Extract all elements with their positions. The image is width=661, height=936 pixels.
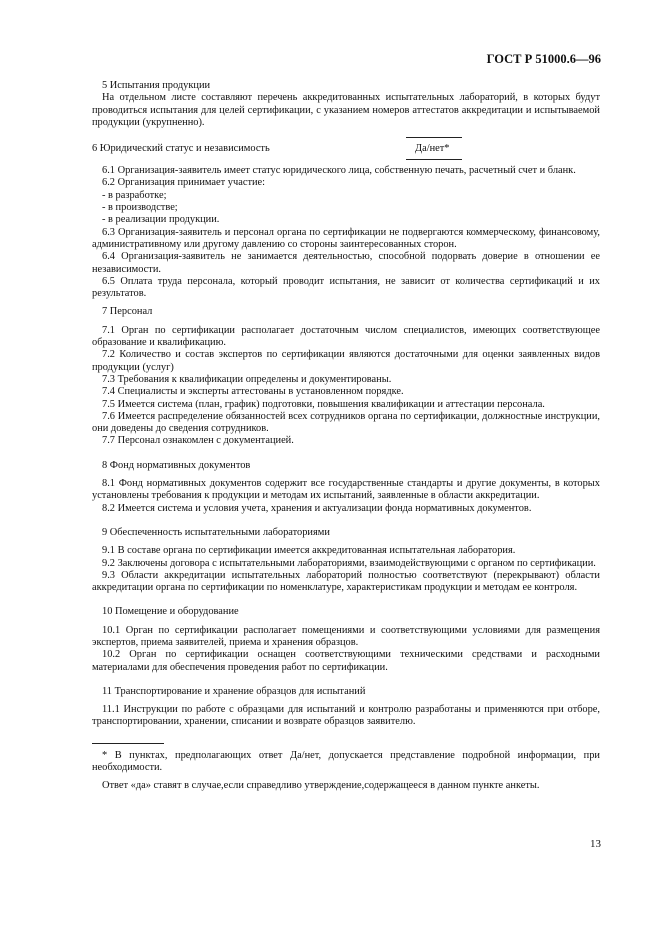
section-8 [92, 460, 600, 515]
paragraph: 7.3 Требования к квалификации определены и документированы. [102, 373, 392, 385]
list-item: - в реализации продукции. [102, 214, 220, 226]
paragraph: На отдельном листе составляют перечень аккредитованных испытательных лабораторий, в которых будут проводиться испытания для целей сертификации, с указанием номеров аттестатов аккредитации и испытываемой продукции (укрупненно). [92, 92, 600, 128]
footnote-rule [92, 743, 164, 744]
section-heading: 10 Помещение и оборудование [102, 606, 239, 618]
section-heading: 11 Транспортирование и хранение образцов для испытаний [102, 685, 366, 697]
section-9 [92, 527, 600, 594]
divider [406, 159, 462, 160]
paragraph: 6.4 Организация-заявитель не занимается деятельностью, способной подорвать доверие в отношении ее независимости. [92, 251, 600, 275]
section-heading: 6 Юридический статус и независимость [92, 143, 270, 155]
paragraph: 8.2 Имеется система и условия учета, хранения и актуализации фонда нормативных документов. [102, 502, 532, 514]
paragraph: 6.2 Организация принимает участие: [102, 177, 266, 189]
section-11 [92, 686, 600, 729]
paragraph: 10.1 Орган по сертификации располагает помещениями и соответствующими условиями для размещения экспертов, приема заявителей, приема и хранения образцов. [92, 624, 600, 648]
section-6 [92, 135, 600, 300]
footnote: Ответ «да» ставят в случае,если справедливо утверждение,содержащееся в данном пункте анкеты. [102, 780, 540, 792]
divider [406, 137, 462, 138]
paragraph: 7.4 Специалисты и эксперты аттестованы в установленном порядке. [102, 386, 404, 398]
paragraph: 11.1 Инструкции по работе с образцами для испытаний и контролю разработаны и применяются при отборе, транспортировании, хранении, списании и возврате образцов заявителю. [92, 704, 600, 728]
paragraph: 7.5 Имеется система (план, график) подготовки, повышения квалификации и аттестации персонала. [102, 398, 545, 410]
section-6-heading-row [92, 135, 600, 159]
paragraph: 7.7 Персонал ознакомлен с документацией. [102, 435, 294, 447]
paragraph: 6.1 Организация-заявитель имеет статус юридического лица, собственную печать, расчетный счет и бланк. [102, 165, 576, 177]
paragraph: 7.2 Количество и состав экспертов по сертификации являются достаточными для оценки заявленных видов продукции (услуг) [92, 349, 600, 373]
section-5 [92, 80, 600, 129]
document-header: ГОСТ Р 51000.6—96 [486, 52, 601, 66]
footnote: * В пунктах, предполагающих ответ Да/нет, допускается представление подробной информации, при необходимости. [92, 749, 600, 774]
section-heading: 5 Испытания продукции [102, 80, 211, 91]
paragraph: 9.3 Области аккредитации испытательных лабораторий полностью соответствуют (перекрывают) области аккредитации органа по сертификации по номенклатуре, характеристикам продукции и методам ее контроля. [92, 569, 600, 594]
paragraph: 6.5 Оплата труда персонала, который проводит испытания, не зависит от количества сертификаций и их результатов. [92, 275, 600, 300]
page-number: 13 [590, 838, 601, 850]
yes-no-label: Да/нет* [415, 143, 450, 155]
paragraph: 8.1 Фонд нормативных документов содержит все государственные стандарты и другие документы, в которых установлены требования к продукции и методам их испытаний, заявленные в области аккредитации. [92, 478, 600, 502]
section-10 [92, 606, 600, 673]
document-body [92, 80, 600, 793]
list-item: - в разработке; [102, 189, 167, 201]
paragraph: 9.2 Заключены договора с испытательными лабораториями, взаимодействующими с органом по сертификации. [102, 557, 596, 569]
paragraph: 10.2 Орган по сертификации оснащен соответствующими техническими средствами и расходными материалами для обеспечения проведения работ по сертификации. [92, 649, 600, 673]
list-item: - в производстве; [102, 202, 178, 214]
section-heading: 7 Персонал [102, 306, 153, 318]
section-heading: 8 Фонд нормативных документов [102, 459, 251, 471]
section-heading: 9 Обеспеченность испытательными лабораториями [102, 526, 330, 538]
footnotes [92, 750, 600, 793]
paragraph: 7.1 Орган по сертификации располагает достаточным числом специалистов, имеющих соответствующее образование и квалификацию. [92, 324, 600, 349]
section-7 [92, 306, 600, 447]
paragraph: 6.3 Организация-заявитель и персонал органа по сертификации не подвергаются коммерческому, финансовому, административному или другому давлению со стороны заинтересованных сторон. [92, 226, 600, 250]
paragraph: 7.6 Имеется распределение обязанностей всех сотрудников органа по сертификации, должностные инструкции, они доведены до сведения сотрудников. [92, 410, 600, 435]
paragraph: 9.1 В составе органа по сертификации имеется аккредитованная испытательная лаборатория. [102, 545, 516, 557]
